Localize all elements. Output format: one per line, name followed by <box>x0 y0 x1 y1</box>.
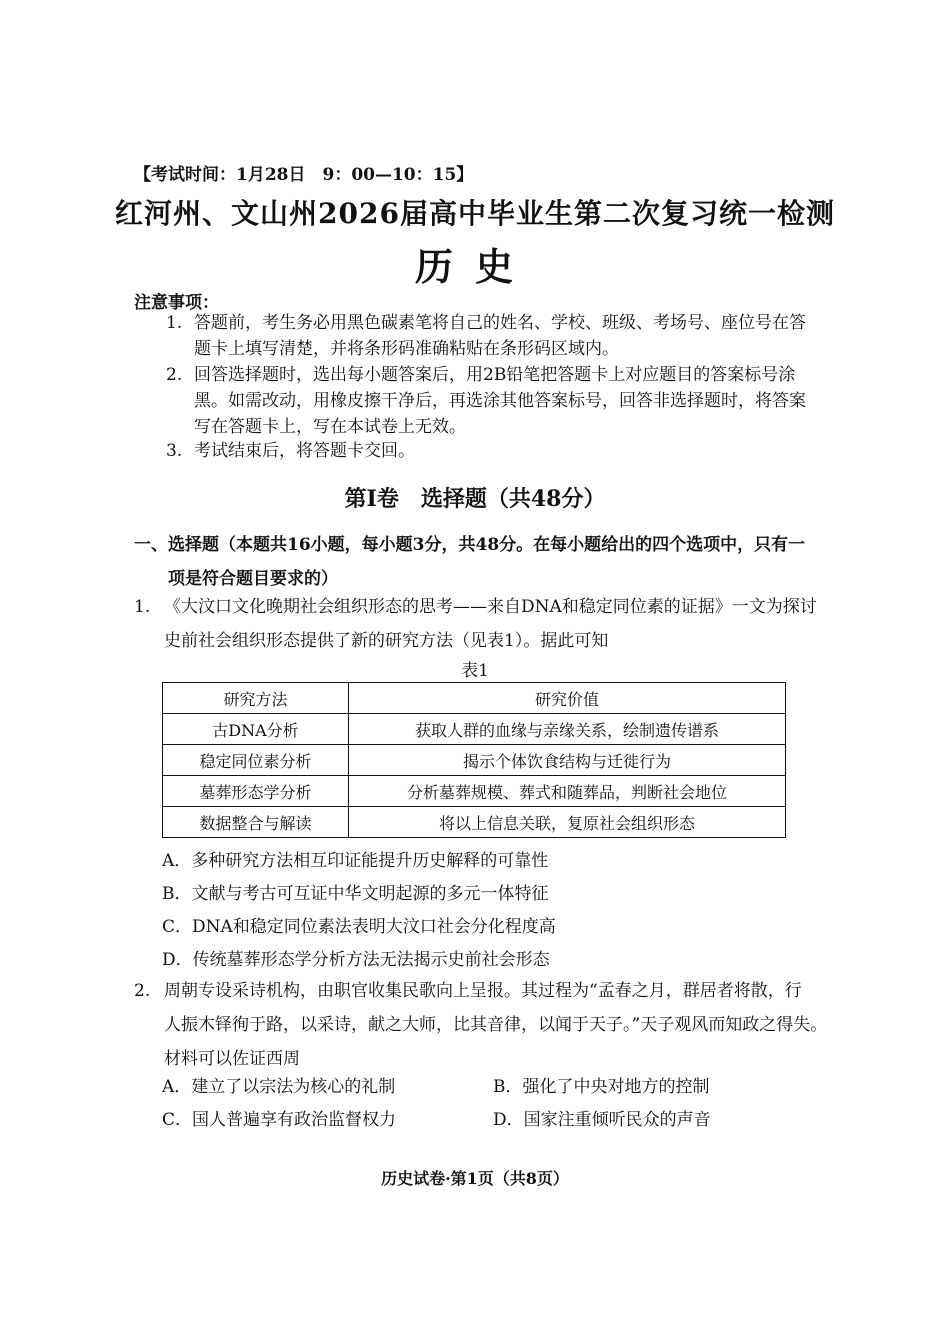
notice-line: 黑。如需改动，用橡皮擦干净后，再选涂其他答案标号，回答非选择题时，将答案 <box>194 391 806 411</box>
question-1-option-a: A．多种研究方法相互印证能提升历史解释的可靠性 <box>162 851 549 871</box>
notice-line: 考试结束后，将答题卡交回。 <box>194 441 415 461</box>
part-intro-line: 项是符合题目要求的） <box>134 569 338 589</box>
page-footer: 历史试卷·第1页（共8页） <box>381 1169 569 1188</box>
question-line: 周朝专设采诗机构，由职官收集民歌向上呈报。其过程为“孟春之月，群居者将散，行 <box>164 981 802 1001</box>
question-1-option-b: B．文献与考古可互证中华文明起源的多元一体特征 <box>162 884 549 904</box>
notice-line: 答题前，考生务必用黑色碳素笔将自己的姓名、学校、班级、考场号、座位号在答 <box>194 313 806 333</box>
table-cell: 稳定同位素分析 <box>163 745 349 776</box>
question-line: 材料可以佐证西周 <box>164 1049 300 1069</box>
notice-number: 2. <box>166 365 183 385</box>
part-intro <box>134 528 805 596</box>
question-line: 人振木铎徇于路，以采诗，献之大师，比其音律，以闻于天子。”天子观风而知政之得失。 <box>164 1015 828 1035</box>
part-intro-line: 一、选择题（本题共16小题，每小题3分，共48分。在每小题给出的四个选项中，只有一 <box>134 535 806 555</box>
notice-heading: 注意事项： <box>134 293 219 313</box>
research-methods-table <box>162 682 786 838</box>
notice-number: 1. <box>166 313 183 333</box>
question-number: 2. <box>134 981 151 1001</box>
question-line: 《大汶口文化晚期社会组织形态的思考——来自DNA和稳定同位素的证据》一文为探讨 <box>164 597 817 617</box>
table-row <box>163 776 786 807</box>
subject-title: 历史 <box>414 244 535 289</box>
table-header-cell: 研究价值 <box>349 683 786 714</box>
notice-item-2 <box>166 362 806 440</box>
table-cell: 获取人群的血缘与亲缘关系，绘制遗传谱系 <box>349 714 786 745</box>
table-cell: 墓葬形态学分析 <box>163 776 349 807</box>
notice-item-3 <box>166 438 415 464</box>
question-number: 1. <box>134 597 151 617</box>
question-line: 史前社会组织形态提供了新的研究方法（见表1）。据此可知 <box>164 631 609 651</box>
exam-title: 红河州、文山州2026届高中毕业生第二次复习统一检测 <box>115 197 835 230</box>
question-2-option-a: A．建立了以宗法为核心的礼制 <box>162 1077 396 1097</box>
section-heading: 第Ⅰ卷 选择题（共48分） <box>344 486 606 512</box>
table-cell: 将以上信息关联，复原社会组织形态 <box>349 807 786 838</box>
table-cell: 分析墓葬规模、葬式和随葬品，判断社会地位 <box>349 776 786 807</box>
question-1-option-d: D．传统墓葬形态学分析方法无法揭示史前社会形态 <box>162 950 550 970</box>
question-1-option-c: C．DNA和稳定同位素法表明大汶口社会分化程度高 <box>162 917 556 937</box>
question-2-option-d: D．国家注重倾听民众的声音 <box>493 1110 711 1130</box>
table-cell: 数据整合与解读 <box>163 807 349 838</box>
notice-item-1 <box>166 310 806 362</box>
table-row <box>163 807 786 838</box>
table-row <box>163 745 786 776</box>
exam-time: 【考试时间：1月28日 9：00—10：15】 <box>134 165 474 185</box>
table-caption: 表1 <box>461 661 489 681</box>
table-header-cell: 研究方法 <box>163 683 349 714</box>
notice-line: 写在答题卡上，写在本试卷上无效。 <box>194 417 466 437</box>
table-row <box>163 714 786 745</box>
notice-number: 3. <box>166 441 183 461</box>
question-2-stem <box>134 974 827 1076</box>
table-header-row <box>163 683 786 714</box>
table-cell: 揭示个体饮食结构与迁徙行为 <box>349 745 786 776</box>
table-cell: 古DNA分析 <box>163 714 349 745</box>
question-2-option-b: B．强化了中央对地方的控制 <box>493 1077 710 1097</box>
question-2-option-c: C．国人普遍享有政治监督权力 <box>162 1110 397 1130</box>
question-1-stem <box>134 590 817 658</box>
notice-line: 回答选择题时，选出每小题答案后，用2B铅笔把答题卡上对应题目的答案标号涂 <box>194 365 796 385</box>
notice-line: 题卡上填写清楚，并将条形码准确粘贴在条形码区域内。 <box>194 339 619 359</box>
